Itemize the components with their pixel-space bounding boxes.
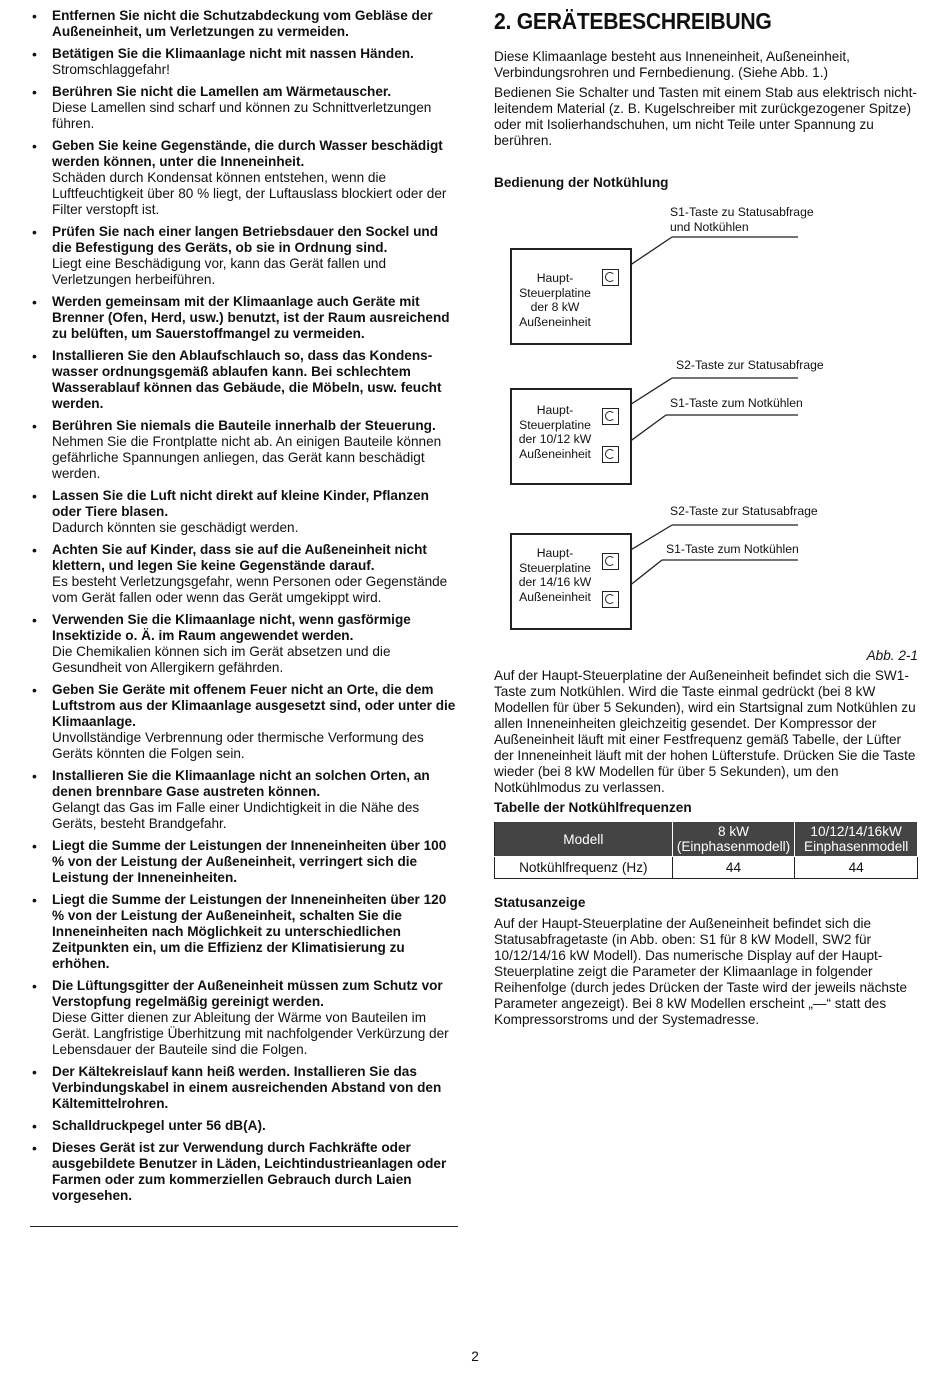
warning-bold-text: • Geben Sie keine Gegenstände, die durch Wasser beschädigt werden können, unter die Inneneinheit. — [52, 138, 443, 169]
warning-bold-text: • Entfernen Sie nicht die Schutzabdeckung vom Gebläse der Außeneinheit, um Verletzungen zu vermeiden. — [52, 8, 433, 39]
warning-detail-text: Nehmen Sie die Frontplatte nicht ab. An einigen Bauteile können gefährliche Spannungen anliegen, das Gerät kann beschädigt werden. — [52, 434, 442, 481]
warning-detail-text: Diese Gitter dienen zur Ableitung der Wärme von Bauteilen im Gerät. Langfristige Überhitzung mit nachfolgender Verkürzung der Lebensdauer der Bauteile sind die Folgen. — [52, 1010, 449, 1057]
warning-detail-text: Dadurch könnten sie geschädigt werden. — [52, 520, 299, 535]
safety-list — [30, 8, 458, 1204]
status-paragraph: Auf der Haupt-Steuerplatine der Außeneinheit befindet sich die Statusabfragetaste (in Abb. oben: S1 für 8 kW Modell, SW2 für 10/12/14/16 kW Modell). Das numerische Display auf der Haupt-Steuerplatine zeigt die Parameter der Klimaanlage in folgender Reihenfolge (durch jedes Drücken der Taste wird der jeweils nächste Parameter angezeigt). Bei 8 kW Modellen erscheint „—“ statt des Kompressorstroms und der Systemadresse. — [494, 916, 908, 1027]
safety-notes-column — [30, 8, 458, 1210]
figure-label: Abb. 2-1 — [866, 648, 918, 663]
list-item — [30, 682, 458, 762]
emergency-cooling-section — [494, 668, 918, 1032]
warning-bold-text: • Die Lüftungsgitter der Außeneinheit müssen zum Schutz vor Verstopfung regelmäßig gereinigt werden. — [52, 978, 443, 1009]
header-model: Modell — [495, 822, 673, 857]
warning-bold-text: • Betätigen Sie die Klimaanlage nicht mit nassen Händen. — [52, 46, 414, 61]
list-item — [30, 978, 458, 1058]
warning-detail-text: Schäden durch Kondensat können entstehen, wenn die Luftfeuchtigkeit über 80 % liegt, der Luftauslass blockiert oder der Filter verstopft ist. — [52, 170, 447, 217]
warning-bold-text: • Prüfen Sie nach einer langen Betriebsdauer den Sockel und die Befestigung des Geräts, ob sie in Ordnung sind. — [52, 224, 439, 255]
list-item — [30, 542, 458, 606]
column-divider-line — [30, 1226, 458, 1227]
list-item — [30, 612, 458, 676]
warning-detail-text: Die Chemikalien können sich im Gerät absetzen und die Gesundheit von Allergikern gefährden. — [52, 644, 391, 675]
warning-bold-text: • Berühren Sie nicht die Lamellen am Wärmetauscher. — [52, 84, 392, 99]
list-item — [30, 8, 458, 40]
board-10-12kw-label: Haupt- Steuerplatine der 10/12 kW Außeneinheit — [518, 403, 592, 461]
header-10-16kw: 10/12/14/16kW Einphasenmodell — [795, 822, 918, 857]
page-number: 2 — [471, 1349, 479, 1364]
warning-bold-text: • Achten Sie auf Kinder, dass sie auf die Außeneinheit nicht klettern, und legen Sie keine Gegenstände darauf. — [52, 542, 427, 573]
s2-button-icon — [602, 553, 619, 570]
status-heading: Statusanzeige — [494, 895, 586, 910]
device-description-column — [494, 8, 918, 190]
section-title: 2. GERÄTEBESCHREIBUNG — [494, 8, 772, 34]
warning-detail-text: Es besteht Verletzungsgefahr, wenn Personen oder Gegenstände vom Gerät fallen oder wenn das Gerät umgekippt wird. — [52, 574, 448, 605]
board-14-16kw-box — [510, 533, 632, 630]
list-item — [30, 488, 458, 536]
warning-detail-text: Liegt eine Beschädigung vor, kann das Gerät fallen und Verletzungen herbeiführen. — [52, 256, 387, 287]
emergency-cooling-heading: Bedienung der Notkühlung — [494, 175, 669, 190]
list-item — [30, 224, 458, 288]
board-14-16kw-label: Haupt- Steuerplatine der 14/16 kW Außeneinheit — [518, 546, 592, 604]
board-8kw-box — [510, 248, 632, 345]
warning-detail-text: Unvollständige Verbrennung oder thermische Verformung des Geräts könnten die Folgen sein. — [52, 730, 424, 761]
frequency-table-title: Tabelle der Notkühlfrequenzen — [494, 800, 692, 815]
emergency-frequency-table — [494, 821, 918, 879]
list-item — [30, 138, 458, 218]
list-item — [30, 1064, 458, 1112]
warning-detail-text: Gelangt das Gas im Falle einer Undichtigkeit in die Nähe des Geräts, besteht Brandgefahr. — [52, 800, 420, 831]
value-10-16kw: 44 — [795, 857, 918, 879]
warning-bold-text: • Dieses Gerät ist zur Verwendung durch Fachkräfte oder ausgebildete Benutzer in Läden, Leichtindustrieanlagen oder Farmen oder zum kommerziellen Gebrauch durch Laien vorgesehen. — [52, 1140, 447, 1203]
s1-button-icon — [602, 269, 619, 286]
value-8kw: 44 — [672, 857, 795, 879]
warning-bold-text: • Werden gemeinsam mit der Klimaanlage auch Geräte mit Brenner (Ofen, Herd, usw.) benutzt, ist der Raum ausreichend zu belüften, um Sauerstoffmangel zu vermeiden. — [52, 294, 450, 341]
emergency-cooling-paragraph: Auf der Haupt-Steuerplatine der Außeneinheit befindet sich die SW1-Taste zum Notkühlen. Wird die Taste einmal gedrückt (bei 8 kW Modellen für über 5 Sekunden), wird ein Startsignal zum Notkühlen zu allen Inneneinheiten gleichzeitig gesendet. Der Kompressor der Außeneinheit läuft mit einer Festfrequenz gemäß Tabelle, der Lüfter der Inneneinheit läuft mit der hohen Lüfterstufe. Drücken Sie die Taste wieder (bei 8 kW Modellen für über 5 Sekunden), um den Notkühlmodus zu verlassen. — [494, 668, 916, 795]
caption-s1-emergency-10-12: S1-Taste zum Notkühlen — [670, 396, 803, 410]
warning-bold-text: • Liegt die Summe der Leistungen der Inneneinheiten über 100 % von der Leistung der Außeneinheit, verringert sich die Leistung der Inneneinheiten. — [52, 838, 447, 885]
warning-bold-text: • Schalldruckpegel unter 56 dB(A). — [52, 1118, 266, 1133]
caption-s2-status-14-16: S2-Taste zur Statusabfrage — [670, 504, 818, 518]
warning-bold-text: • Liegt die Summe der Leistungen der Inneneinheiten über 120 % von der Leistung der Außeneinheit, schalten Sie die Inneneinheiten nach Möglichkeit zu unterschiedlichen Zeitpunkten ein, um die Effizienz der Klimatisierung zu erhöhen. — [52, 892, 447, 971]
list-item — [30, 892, 458, 972]
s2-button-icon — [602, 408, 619, 425]
caption-s2-status-10-12: S2-Taste zur Statusabfrage — [676, 358, 824, 372]
warning-bold-text: • Lassen Sie die Luft nicht direkt auf kleine Kinder, Pflanzen oder Tiere blasen. — [52, 488, 429, 519]
warning-bold-text: • Der Kältekreislauf kann heiß werden. Installieren Sie das Verbindungskabel in einem ausreichenden Abstand von den Kältemittelrohren. — [52, 1064, 442, 1111]
control-board-diagram — [494, 200, 918, 663]
list-item — [30, 768, 458, 832]
list-item — [30, 1118, 458, 1134]
list-item — [30, 348, 458, 412]
caption-s1-status-emergency: S1-Taste zu Statusabfrage und Notkühlen — [670, 205, 814, 234]
warning-bold-text: • Berühren Sie niemals die Bauteile innerhalb der Steuerung. — [52, 418, 436, 433]
list-item — [30, 46, 458, 78]
warning-bold-text: • Installieren Sie den Ablaufschlauch so, dass das Kondens-wasser ordnungsgemäß ablaufen kann. Bei schlechtem Wasserablauf können das Gebäude, die Möbeln, usw. feucht werden. — [52, 348, 442, 411]
intro-paragraph: Diese Klimaanlage besteht aus Inneneinheit, Außeneinheit, Verbindungsrohren und Fernbedienung. (Siehe Abb. 1.) — [494, 49, 850, 80]
list-item — [30, 418, 458, 482]
board-10-12kw-box — [510, 388, 632, 485]
table-row — [495, 857, 918, 879]
table-header-row — [495, 822, 918, 857]
warning-bold-text: • Geben Sie Geräte mit offenem Feuer nicht an Orte, die dem Luftstrom aus der Klimaanlage ausgesetzt sind, oder unter die Klimaanlage. — [52, 682, 456, 729]
list-item — [30, 84, 458, 132]
row-label-frequency: Notkühlfrequenz (Hz) — [495, 857, 673, 879]
list-item — [30, 294, 458, 342]
warning-bold-text: • Installieren Sie die Klimaanlage nicht an solchen Orten, an denen brennbare Gase austreten können. — [52, 768, 430, 799]
header-8kw: 8 kW (Einphasenmodell) — [672, 822, 795, 857]
warning-bold-text: • Verwenden Sie die Klimaanlage nicht, wenn gasförmige Insektizide o. Ä. im Raum angewendet werden. — [52, 612, 411, 643]
list-item — [30, 1140, 458, 1204]
caption-s1-emergency-14-16: S1-Taste zum Notkühlen — [666, 542, 799, 556]
board-8kw-label: Haupt- Steuerplatine der 8 kW Außeneinheit — [519, 271, 591, 329]
list-item — [30, 838, 458, 886]
handling-paragraph: Bedienen Sie Schalter und Tasten mit einem Stab aus elektrisch nicht-leitendem Material (z. B. Kugelschreiber mit zurückgezogener Spitze) oder mit Isolierhandschuhen, um nicht Teile unter Spannung zu berühren. — [494, 85, 917, 148]
s1-button-icon — [602, 446, 619, 463]
s1-button-icon — [602, 591, 619, 608]
warning-detail-text: Diese Lamellen sind scharf und können zu Schnittverletzungen führen. — [52, 100, 432, 131]
warning-detail-text: Stromschlaggefahr! — [52, 62, 170, 77]
